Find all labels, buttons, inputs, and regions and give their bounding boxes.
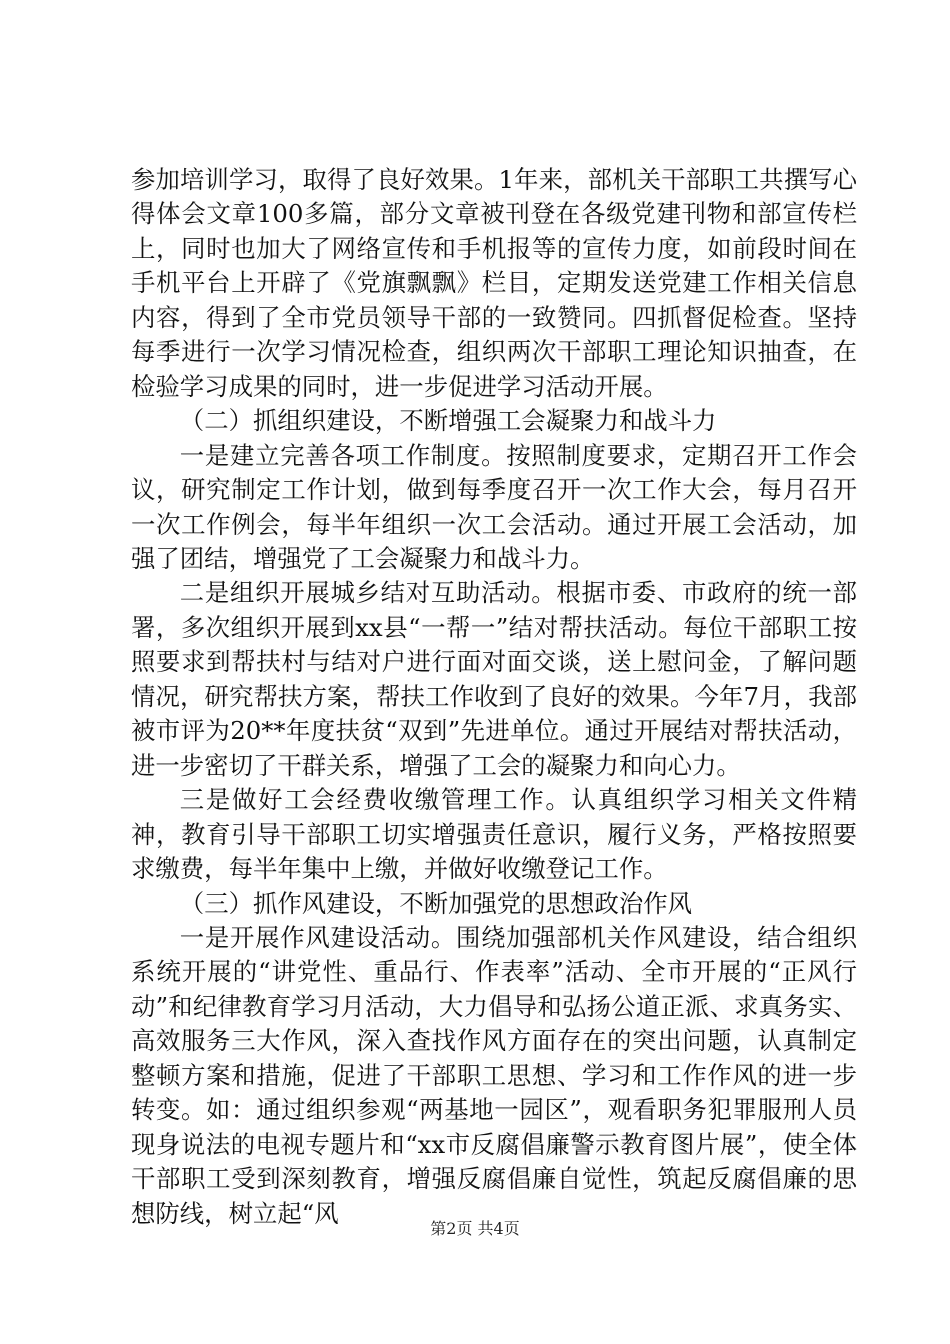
paragraph-work-system: 一是建立完善各项工作制度。按照制度要求，定期召开工作会议，研究制定工作计划，做到每季度召开一次工作大会，每月召开一次工作例会，每半年组织一次工会活动。通过开展工会活动，加强了团结，增强党了工会凝聚力和战斗力。 [131,440,857,573]
page-number-footer: 第2页 共4页 [430,1219,520,1238]
paragraph-union-dues: 三是做好工会经费收缴管理工作。认真组织学习相关文件精神，教育引导干部职工切实增强责任意识，履行义务，严格按照要求缴费，每半年集中上缴，并做好收缴登记工作。 [131,785,857,884]
paragraph-work-style-activities: 一是开展作风建设活动。围绕加强部机关作风建设，结合组织系统开展的“讲党性、重品行、作表率”活动、全市开展的“正风行动”和纪律教育学习月活动，大力倡导和弘扬公道正派、求真务实、高效服务三大作风，深入查找作风方面存在的突出问题，认真制定整顿方案和措施，促进了干部职工思想、学习和工作作风的进一步转变。如：通过组织参观“两基地一园区”，观看职务犯罪服刑人员现身说法的电视专题片和“xx市反腐倡廉警示教育图片展”，使全体干部职工受到深刻教育，增强反腐倡廉自觉性，筑起反腐倡廉的思想防线，树立起“风 [131,922,857,1228]
paragraph-pairing-assistance: 二是组织开展城乡结对互助活动。根据市委、市政府的统一部署，多次组织开展到xx县“一帮一”结对帮扶活动。每位干部职工按照要求到帮扶村与结对户进行面对面交谈，送上慰问金，了解问题情况，研究帮扶方案，帮扶工作收到了良好的效果。今年7月，我部被市评为20**年度扶贫“双到”先进单位。通过开展结对帮扶活动，进一步密切了干群关系，增强了工会的凝聚力和向心力。 [131,578,857,780]
section-heading-work-style: （三）抓作风建设，不断加强党的思想政治作风 [179,888,693,918]
section-heading-organization: （二）抓组织建设，不断增强工会凝聚力和战斗力 [179,406,717,436]
document-body [131,163,857,1231]
paragraph-continuation: 参加培训学习，取得了良好效果。1年来，部机关干部职工共撰写心得体会文章100多篇，部分文章被刊登在各级党建刊物和部宣传栏上，同时也加大了网络宣传和手机报等的宣传力度，如前段时间在手机平台上开辟了《党旗飘飘》栏目，定期发送党建工作相关信息内容，得到了全市党员领导干部的一致赞同。四抓督促检查。坚持每季进行一次学习情况检查，组织两次干部职工理论知识抽查，在检验学习成果的同时，进一步促进学习活动开展。 [131,165,857,401]
